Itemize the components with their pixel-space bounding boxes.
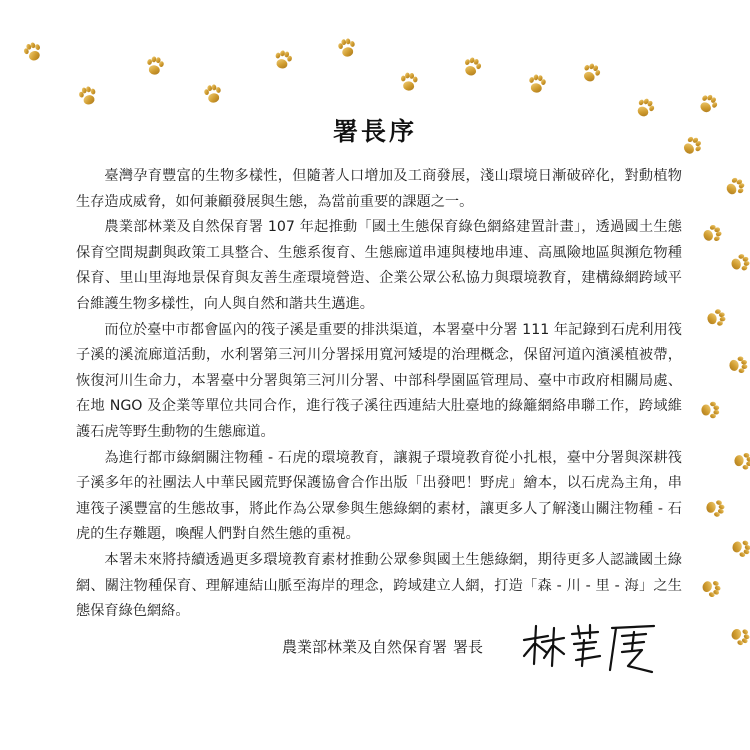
paw-print-icon xyxy=(705,498,725,517)
paw-print-icon xyxy=(729,356,748,374)
page-title: 署長序 xyxy=(332,117,417,146)
paragraph: 為進行都市綠網關注物種 - 石虎的環境教育，讓親子環境教育從小扎根，臺中分署與深耕筏子溪多年的社團法人中華民國荒野保護協會合作出版「出發吧！野虎」繪本，以石虎為主角，串連筏子溪豐富的生態故事，將此作為公眾參與生態綠網的素材，讓更多人了解淺山關注物種 - 石虎的生存難題，喚醒人們對自然生態的重視。 xyxy=(76,449,682,543)
handwritten-signature xyxy=(518,620,658,676)
paw-print-icon xyxy=(723,175,747,198)
paw-print-icon xyxy=(145,55,164,75)
paw-print-icon xyxy=(701,223,723,245)
paw-print-icon xyxy=(580,61,603,84)
paw-print-icon xyxy=(461,56,483,78)
paw-print-icon xyxy=(730,253,750,274)
paragraph: 本署未來將持續透過更多環境教育素材推動公眾參與國土生態綠網，期待更多人認識國土綠網、關注物種保育、理解連結山脈至海岸的理念，跨域建立人網，打造「森 - 川 - 里 - 海」之生態保育綠色網絡。 xyxy=(76,551,682,620)
paragraph: 臺灣孕育豐富的生物多樣性，但隨著人口增加及工商發展，淺山環境日漸破碎化，對動植物生存造成威脅，如何兼顧發展與生態，為當前重要的課題之一。 xyxy=(76,168,682,210)
paragraph: 農業部林業及自然保育署 107 年起推動「國土生態保育綠色網絡建置計畫」，透過國土生態保育空間規劃與政策工具整合、生態系復育、生態廊道串連與棲地串連、高風險地區與瀕危物種保育、里山里海地景保育與友善生產環境營造、企業公眾公私協力與環境教育，建構綠網跨域平台維護生物多樣性，向人與自然和諧共生邁進。 xyxy=(76,219,682,312)
paw-print-icon xyxy=(729,625,750,648)
paw-print-icon xyxy=(22,41,44,63)
paw-print-icon xyxy=(78,85,99,106)
paragraph: 而位於臺中市都會區內的筏子溪是重要的排洪渠道，本署臺中分署 111 年記錄到石虎利用筏子溪的溪流廊道活動，水利署第三河川分署採用寬河矮堤的治理概念，保留河道內濱溪植被帶，恢復河川生命力，本署臺中分署與第三河川分署、中部科學園區管理局、臺中市政府相關局處、在地 NGO 及企業等單位共同合作，進行筏子溪往西連結大肚臺地的綠籬網絡串聯工作，跨域維護石虎等野生動物的生態廊道。 xyxy=(76,321,682,440)
paw-print-icon xyxy=(700,577,722,599)
paw-print-icon xyxy=(527,73,546,93)
paw-print-icon xyxy=(273,49,294,70)
paw-print-icon xyxy=(706,308,726,327)
paw-print-icon xyxy=(400,72,418,91)
signature-organization: 農業部林業及自然保育署 xyxy=(282,638,448,656)
preface-body xyxy=(76,164,682,625)
paw-print-icon xyxy=(734,452,750,470)
paw-print-icon xyxy=(731,538,750,559)
paw-print-icon xyxy=(337,37,356,57)
signature-position: 署長 xyxy=(453,638,484,656)
paw-print-icon xyxy=(203,83,222,103)
paw-print-icon xyxy=(701,402,719,419)
signature-line xyxy=(282,636,489,657)
